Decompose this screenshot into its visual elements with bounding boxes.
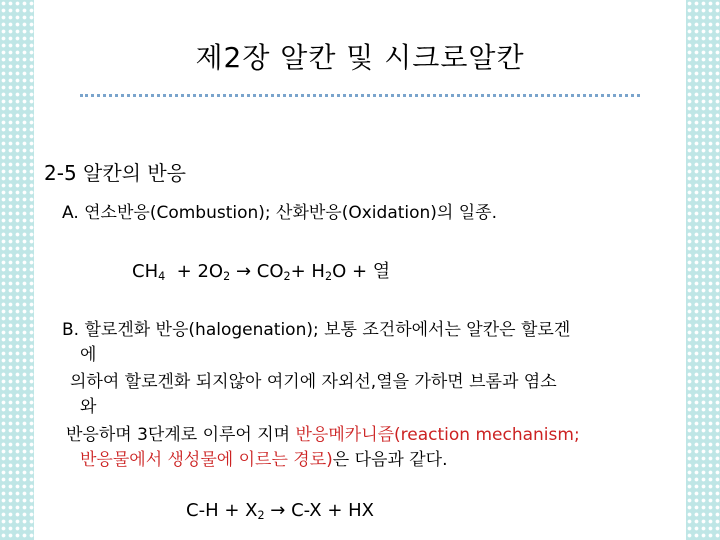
decorative-border-left [0,0,34,540]
eq1-plus-h: + H [290,261,325,282]
item-b-line-2: 에 [80,345,97,365]
slide-title: 제2장 알칸 및 시크로알칸 [195,41,525,74]
item-b-line-1: B. 할로겐화 반응(halogenation); 보통 조건하에서는 알칸은 할로겐 [62,320,571,340]
eq1-h2-sub: 2 [324,269,333,283]
mechanism-definition-highlight: 반응물에서 생성물에 이르는 경로) [80,450,333,470]
combustion-equation [132,257,390,283]
halogenation-equation [186,500,374,522]
item-b-line-6 [80,445,448,470]
eq1-o2-sub: 2 [223,269,231,283]
item-b-line-3: 의하여 할로겐화 되지않아 여기에 자외선,열을 가하면 브롬과 염소 [70,372,557,392]
eq1-co2-sub: 2 [283,269,291,283]
item-a-text: A. 연소반응(Combustion); 산화반응(Oxidation)의 일종. [62,203,498,223]
item-b-line-5-text: 반응하며 3단계로 이루어 지며 [66,425,296,445]
item-b-line-5 [66,420,580,445]
eq1-tail: O + 열 [332,261,391,282]
eq1-arrow: → CO [235,261,284,282]
item-b-line-6-text: 은 다음과 같다. [332,450,448,470]
reaction-mechanism-highlight: 반응메카니즘(reaction mechanism; [295,425,580,445]
item-b-line-4: 와 [80,397,97,417]
eq1-ch: CH [132,261,159,282]
section-heading: 2-5 알칸의 반응 [44,161,186,185]
eq2-x-sub: 2 [257,508,265,522]
eq1-ch-sub: 4 [158,269,166,283]
title-divider [80,94,640,97]
eq2-rhs: → C-X + HX [264,500,374,521]
eq1-middle: + 2O [176,261,224,282]
eq2-lhs: C-H + X [186,500,258,521]
decorative-border-right [686,0,720,540]
